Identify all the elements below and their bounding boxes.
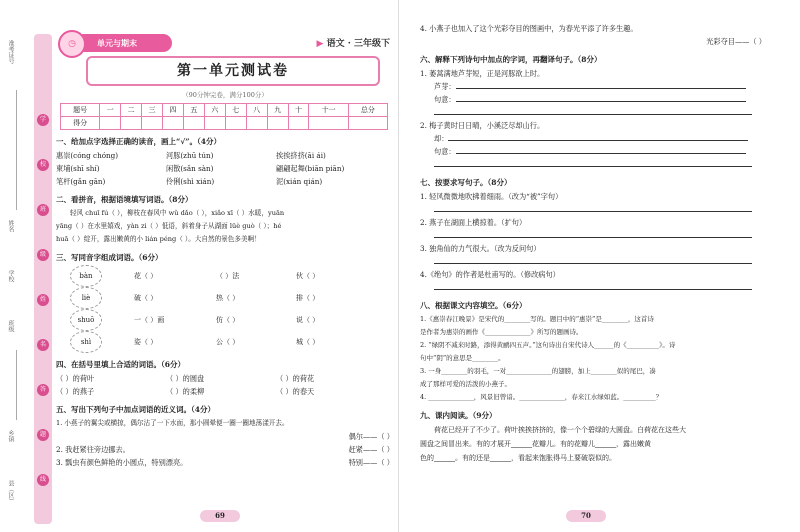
- fill-blank[interactable]: （ ）的柔柳: [166, 387, 205, 396]
- score-cell[interactable]: [246, 117, 267, 130]
- pinyin-choice[interactable]: 翩翩起舞(biān piān): [276, 164, 345, 173]
- table-cell: 十一: [309, 104, 348, 117]
- fill-blank[interactable]: 是作者为惠崇的画作《______________》所写的题画诗。: [420, 328, 583, 336]
- pinyin-choice[interactable]: 闲散(sǎn sàn): [166, 164, 214, 173]
- binding-strip: [34, 34, 52, 524]
- answer-line[interactable]: [434, 166, 752, 167]
- question-text: 1. 萎蒿满地芦芽短，正是河豚欲上时。: [420, 69, 545, 78]
- score-cell[interactable]: [288, 117, 309, 130]
- fill-blank[interactable]: 4. ______________，风景旧曾谙。______________，春来江水绿如蓝。__________？: [420, 393, 663, 401]
- answer-line[interactable]: [434, 289, 752, 290]
- section-5-title: 五、写出下列句子中加点词语的近义词。（4分）: [56, 405, 215, 414]
- fill-blank[interactable]: 城（ ）: [296, 338, 320, 346]
- fill-blank[interactable]: 热（ ）: [216, 294, 240, 302]
- table-cell: 八: [246, 104, 267, 117]
- answer-line[interactable]: [434, 114, 752, 115]
- fill-blank[interactable]: 1.《惠崇春江晚景》是宋代的________写的。题目中的“惠崇”是________，这首诗: [420, 315, 654, 323]
- answer-row: [420, 203, 766, 216]
- fill-blank[interactable]: 姿（ ）: [134, 338, 158, 346]
- subject-text: 语文 · 三年级下: [326, 39, 390, 49]
- question-row: [56, 443, 394, 456]
- pinyin-bubble: liè: [70, 287, 102, 309]
- table-cell: 四: [163, 104, 184, 117]
- pinyin-choice[interactable]: 挨挨挤挤(āi ái): [276, 151, 326, 160]
- table-cell: 得分: [61, 117, 100, 130]
- score-table: [60, 103, 388, 130]
- reading-passage[interactable]: 圆盘之间冒出来。有的才展开______花瓣儿。有的花瓣儿______，露出嫩黄: [420, 440, 651, 448]
- table-cell: 一: [100, 104, 121, 117]
- homophone-row: [56, 331, 394, 353]
- score-cell[interactable]: [309, 117, 348, 130]
- fill-blank[interactable]: 公（ ）: [216, 338, 240, 346]
- reading-passage[interactable]: 色的______。有的还是______，看起来饱胀得马上要破裂似的。: [420, 454, 616, 462]
- homophone-row: [56, 309, 394, 331]
- table-cell: 总分: [348, 104, 387, 117]
- play-icon: ▶: [316, 39, 327, 49]
- section-7-title: 七、按要求写句子。（8分）: [420, 178, 512, 187]
- fill-blank[interactable]: 排（ ）: [296, 294, 320, 302]
- answer-row: [420, 158, 766, 171]
- strip-char: 班: [37, 204, 49, 216]
- reading-passage: 荷花已经开了不少了。荷叶挨挨挤挤的，像一个个碧绿的大圆盘。白荷花在这些大: [434, 426, 686, 434]
- table-cell: 七: [225, 104, 246, 117]
- fill-blank[interactable]: 成了那样可爱的活泼的小燕子。: [420, 380, 511, 388]
- binding-margin: [4, 30, 32, 530]
- score-cell[interactable]: [183, 117, 204, 130]
- answer-row: [420, 281, 766, 294]
- fill-blank[interactable]: （ ）的荷花: [276, 374, 315, 383]
- fill-blank[interactable]: （ ）的圆盘: [166, 374, 205, 383]
- header-banner: [56, 30, 394, 88]
- fill-blank[interactable]: 2. “绿阴不减来时路，添得黄鹂四五声。”这句诗出自宋代诗人______的《__________》。诗: [420, 341, 676, 349]
- answer-line[interactable]: [434, 211, 752, 212]
- fill-blank[interactable]: 一（ ）画: [134, 316, 165, 324]
- binding-label-class: 班级: [7, 320, 14, 332]
- time-note: （90分钟完卷，满分100分）: [182, 91, 268, 99]
- score-cell[interactable]: [100, 117, 121, 130]
- strip-char: 线: [37, 474, 49, 486]
- answer-label: 句意：: [434, 95, 456, 104]
- answer-line[interactable]: [456, 153, 746, 154]
- section-4-items: [56, 372, 394, 398]
- fill-blank[interactable]: （ ）法: [216, 272, 240, 280]
- answer-row: [420, 80, 766, 93]
- answer-row: [420, 229, 766, 242]
- right-page: [420, 22, 766, 465]
- table-cell: 六: [204, 104, 225, 117]
- fill-blank[interactable]: 3. 一身________的羽毛，一对______________的翅膀，加上________似的尾巴，凑: [420, 367, 656, 375]
- homophone-row: [56, 287, 394, 309]
- table-row: [61, 117, 388, 130]
- score-cell[interactable]: [163, 117, 184, 130]
- answer-row: [420, 132, 766, 145]
- section-9-title: 九、课内阅读。（9分）: [420, 411, 497, 420]
- pinyin-line[interactable]: yāng（ ）在水里嬉戏，yàn zi（ ）低语，斜着身子从湖面 lüè guò（ ）；hé: [56, 222, 282, 230]
- binding-label-name: 姓名: [7, 220, 14, 232]
- pinyin-choice[interactable]: 笔杆(gǎn gān): [56, 177, 106, 186]
- question-text: 2. 梅子黄时日日晴，小溪泛尽却山行。: [420, 121, 545, 130]
- pinyin-choice[interactable]: 泥(xián qián): [276, 177, 323, 186]
- pinyin-line[interactable]: 轻风 chuī fú（ ），柳枝在春风中 wǔ dǎo（ ），xiǎo xī（ ）水暖，yuān: [70, 209, 285, 217]
- fill-blank[interactable]: 光彩夺目——（ ）: [706, 37, 766, 46]
- question-text: 4.《绝句》的作者是杜甫写的。（修改病句）: [420, 270, 560, 279]
- question-text: 2. 燕子在湖面上横掠着。（扩句）: [420, 218, 527, 227]
- question-text: 1. 小燕子的翼尖或横掠，偶尔沾了一下水面，那小圆晕便一圈一圈地荡漾开去。: [56, 419, 289, 427]
- answer-row: [420, 255, 766, 268]
- table-cell: 十: [288, 104, 309, 117]
- table-row: [61, 104, 388, 117]
- pinyin-line[interactable]: huā（ ）绽开，露出嫩黄的小 lián péng（ ）。大自然的景色多美啊！: [56, 235, 261, 243]
- answer-line[interactable]: [434, 263, 752, 264]
- section-1-items: [56, 149, 394, 188]
- table-cell: 三: [142, 104, 163, 117]
- section-6-title: 六、解释下列诗句中加点的字词，再翻译句子。（8分）: [420, 55, 602, 64]
- answer-line[interactable]: [456, 88, 746, 89]
- score-cell[interactable]: [204, 117, 225, 130]
- answer-line[interactable]: [448, 140, 748, 141]
- fill-blank[interactable]: （ ）的燕子: [56, 387, 95, 396]
- section-8-title: 八、根据课文内容填空。（6分）: [420, 301, 527, 310]
- question-text: 1. 轻风微微地吹拂着细雨。（改为“被”字句）: [420, 192, 563, 201]
- score-cell[interactable]: [142, 117, 163, 130]
- table-cell: 九: [267, 104, 288, 117]
- question-row: [56, 456, 394, 469]
- table-cell: 题号: [61, 104, 100, 117]
- score-cell[interactable]: [348, 117, 387, 130]
- strip-char: 答: [37, 384, 49, 396]
- section-4-title: 四、在括号里填上合适的词语。（6分）: [56, 360, 185, 369]
- homophone-row: [56, 265, 394, 287]
- answer-label: 句意：: [434, 147, 456, 156]
- strip-char: 学: [37, 114, 49, 126]
- fill-blank[interactable]: 句中“阴”的意思是________。: [420, 354, 505, 362]
- pinyin-choice[interactable]: 河豚(zhū tún): [166, 151, 214, 160]
- strip-char: 级: [37, 249, 49, 261]
- answer-row: [420, 93, 766, 106]
- score-cell[interactable]: [225, 117, 246, 130]
- answer-label: 却：: [434, 134, 449, 143]
- fill-blank[interactable]: 破（ ）: [134, 294, 158, 302]
- score-cell[interactable]: [267, 117, 288, 130]
- page-number-left: 69: [200, 510, 240, 522]
- strip-char: 姓: [37, 294, 49, 306]
- fill-blank[interactable]: 特别——（ ）: [348, 458, 394, 467]
- section-2-title: 二、看拼音，根据语境填写词语。（8分）: [56, 195, 193, 204]
- question-text: 4. 小燕子也加入了这个光彩夺目的图画中，为春光平添了许多生趣。: [420, 24, 638, 33]
- binding-label-town: 乡镇: [7, 430, 14, 442]
- page-title: 第一单元测试卷: [86, 56, 380, 86]
- binding-label-county: 县（区）: [7, 480, 14, 504]
- pinyin-bubble: shì: [70, 331, 102, 353]
- page-number-right: 70: [566, 510, 606, 522]
- center-crease: [398, 0, 399, 532]
- subject-label: [317, 36, 390, 49]
- fill-blank[interactable]: 赶紧——（ ）: [348, 445, 394, 454]
- answer-row: [420, 106, 766, 119]
- binding-line: [16, 350, 17, 420]
- fill-blank[interactable]: （ ）的荷叶: [56, 374, 95, 383]
- fill-blank[interactable]: 花（ ）: [134, 272, 158, 280]
- clock-icon: ◷: [58, 30, 86, 58]
- strip-char: 名: [37, 339, 49, 351]
- score-cell[interactable]: [121, 117, 142, 130]
- answer-line[interactable]: [434, 237, 752, 238]
- answer-row: [420, 145, 766, 158]
- unit-badge: 单元与期末: [62, 34, 172, 52]
- table-cell: 二: [121, 104, 142, 117]
- strip-char: 校: [37, 159, 49, 171]
- binding-label-school: 学校: [7, 270, 14, 282]
- question-text: 3. 瓢虫有颜色鲜艳的小圆点，特别漂亮。: [56, 458, 188, 467]
- binding-line: [16, 90, 17, 210]
- pinyin-bubble: shuō: [70, 309, 102, 331]
- answer-label: 芦芽：: [434, 82, 456, 91]
- pinyin-choice[interactable]: 伶俐(shì xián): [166, 177, 215, 186]
- fill-blank[interactable]: 说（ ）: [296, 316, 320, 324]
- pinyin-choice[interactable]: 柬埔(shī shí): [56, 164, 100, 173]
- fill-blank[interactable]: 仿（ ）: [216, 316, 240, 324]
- question-text: 3. 独角仙的力气很大。（改为反问句）: [420, 244, 541, 253]
- binding-label-id: 准考证号: [7, 40, 14, 64]
- section-1-title: 一、给加点字选择正确的读音，画上“√”。（4分）: [56, 137, 222, 146]
- question-text: 2. 我赶紧往旁边挪去。: [56, 445, 130, 454]
- left-page: [56, 30, 394, 469]
- fill-blank[interactable]: 伙（ ）: [296, 272, 320, 280]
- table-cell: 五: [183, 104, 204, 117]
- answer-line[interactable]: [456, 101, 746, 102]
- section-3-title: 三、写同音字组成词语。（6分）: [56, 253, 163, 262]
- pinyin-choice[interactable]: 惠崇(cóng chóng): [56, 151, 119, 160]
- pinyin-bubble: bàn: [70, 265, 102, 287]
- strip-char: 题: [37, 429, 49, 441]
- fill-blank[interactable]: 偶尔——（ ）: [348, 432, 394, 441]
- fill-blank[interactable]: （ ）的春天: [276, 387, 315, 396]
